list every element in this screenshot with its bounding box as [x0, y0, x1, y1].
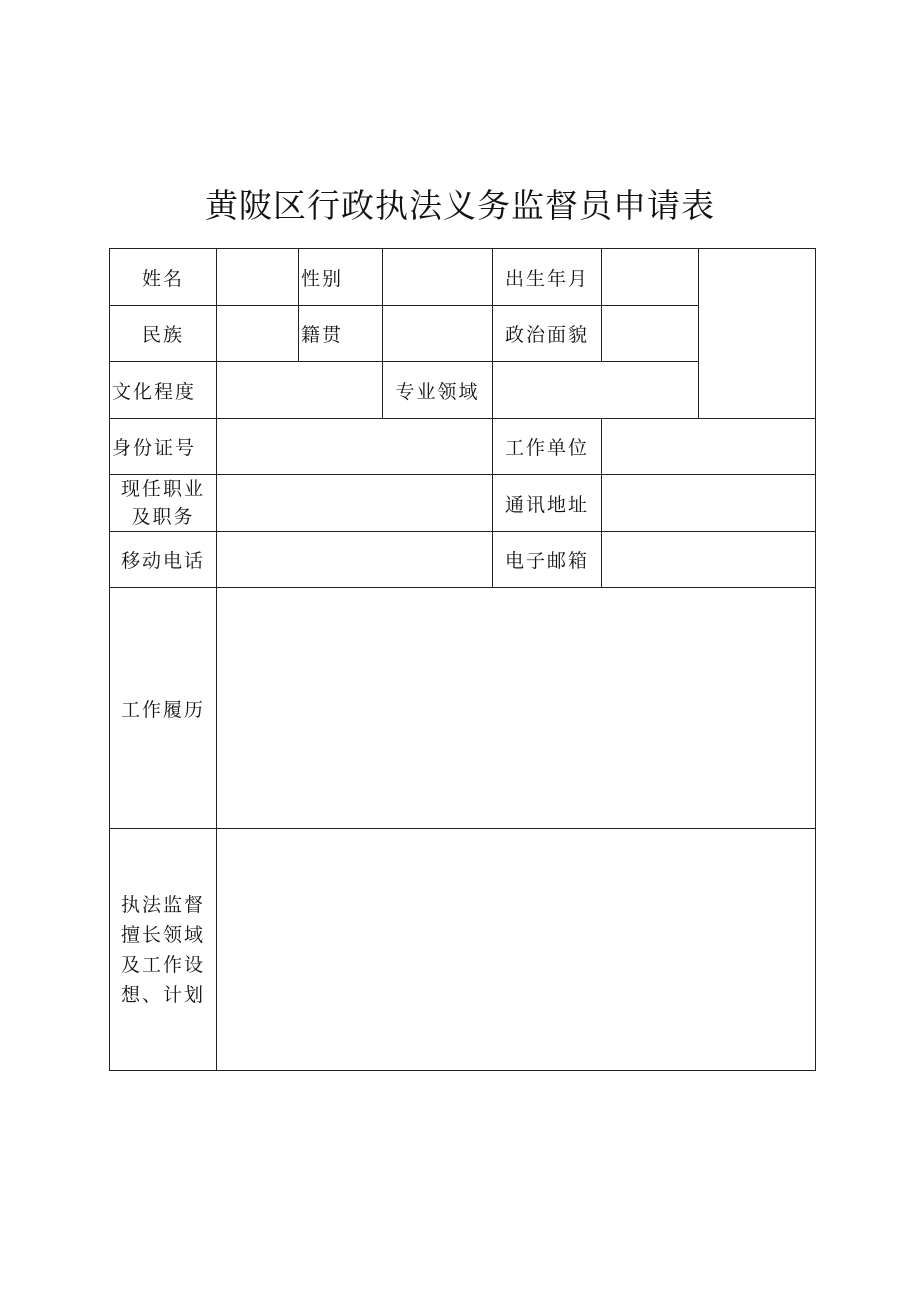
plan-label-line3: 及工作设 — [120, 953, 205, 976]
birth-date-label: 出生年月 — [493, 249, 602, 306]
work-history-label: 工作履历 — [110, 588, 217, 829]
plan-label — [110, 829, 217, 1071]
birth-date-field[interactable] — [602, 249, 699, 306]
specialty-field[interactable] — [493, 362, 699, 419]
work-history-field[interactable] — [217, 588, 816, 829]
name-field[interactable] — [217, 249, 299, 306]
application-form-table — [109, 248, 816, 1071]
position-label — [110, 475, 217, 532]
political-status-field[interactable] — [602, 306, 699, 362]
position-label-line1: 现任职业 — [120, 478, 205, 500]
photo-cell[interactable] — [699, 249, 816, 419]
id-number-field[interactable] — [217, 419, 493, 475]
mobile-label: 移动电话 — [110, 532, 217, 588]
id-number-label: 身份证号 — [110, 419, 217, 475]
gender-label: 性别 — [299, 249, 383, 306]
native-place-field[interactable] — [383, 306, 493, 362]
employer-field[interactable] — [602, 419, 816, 475]
position-label-line2: 及职务 — [131, 506, 195, 528]
plan-field[interactable] — [217, 829, 816, 1071]
education-field[interactable] — [217, 362, 383, 419]
address-label: 通讯地址 — [493, 475, 602, 532]
ethnicity-label: 民族 — [110, 306, 217, 362]
page-title: 黄陂区行政执法义务监督员申请表 — [205, 186, 715, 225]
ethnicity-field[interactable] — [217, 306, 299, 362]
email-label: 电子邮箱 — [493, 532, 602, 588]
gender-field[interactable] — [383, 249, 493, 306]
political-status-label: 政治面貌 — [493, 306, 602, 362]
mobile-field[interactable] — [217, 532, 493, 588]
education-label: 文化程度 — [110, 362, 217, 419]
plan-label-line1: 执法监督 — [120, 893, 205, 916]
specialty-label: 专业领域 — [383, 362, 493, 419]
position-field[interactable] — [217, 475, 493, 532]
name-label: 姓名 — [110, 249, 217, 306]
native-place-label: 籍贯 — [299, 306, 383, 362]
email-field[interactable] — [602, 532, 816, 588]
plan-label-line2: 擅长领域 — [120, 923, 205, 946]
plan-label-line4: 想、计划 — [120, 983, 205, 1006]
employer-label: 工作单位 — [493, 419, 602, 475]
address-field[interactable] — [602, 475, 816, 532]
